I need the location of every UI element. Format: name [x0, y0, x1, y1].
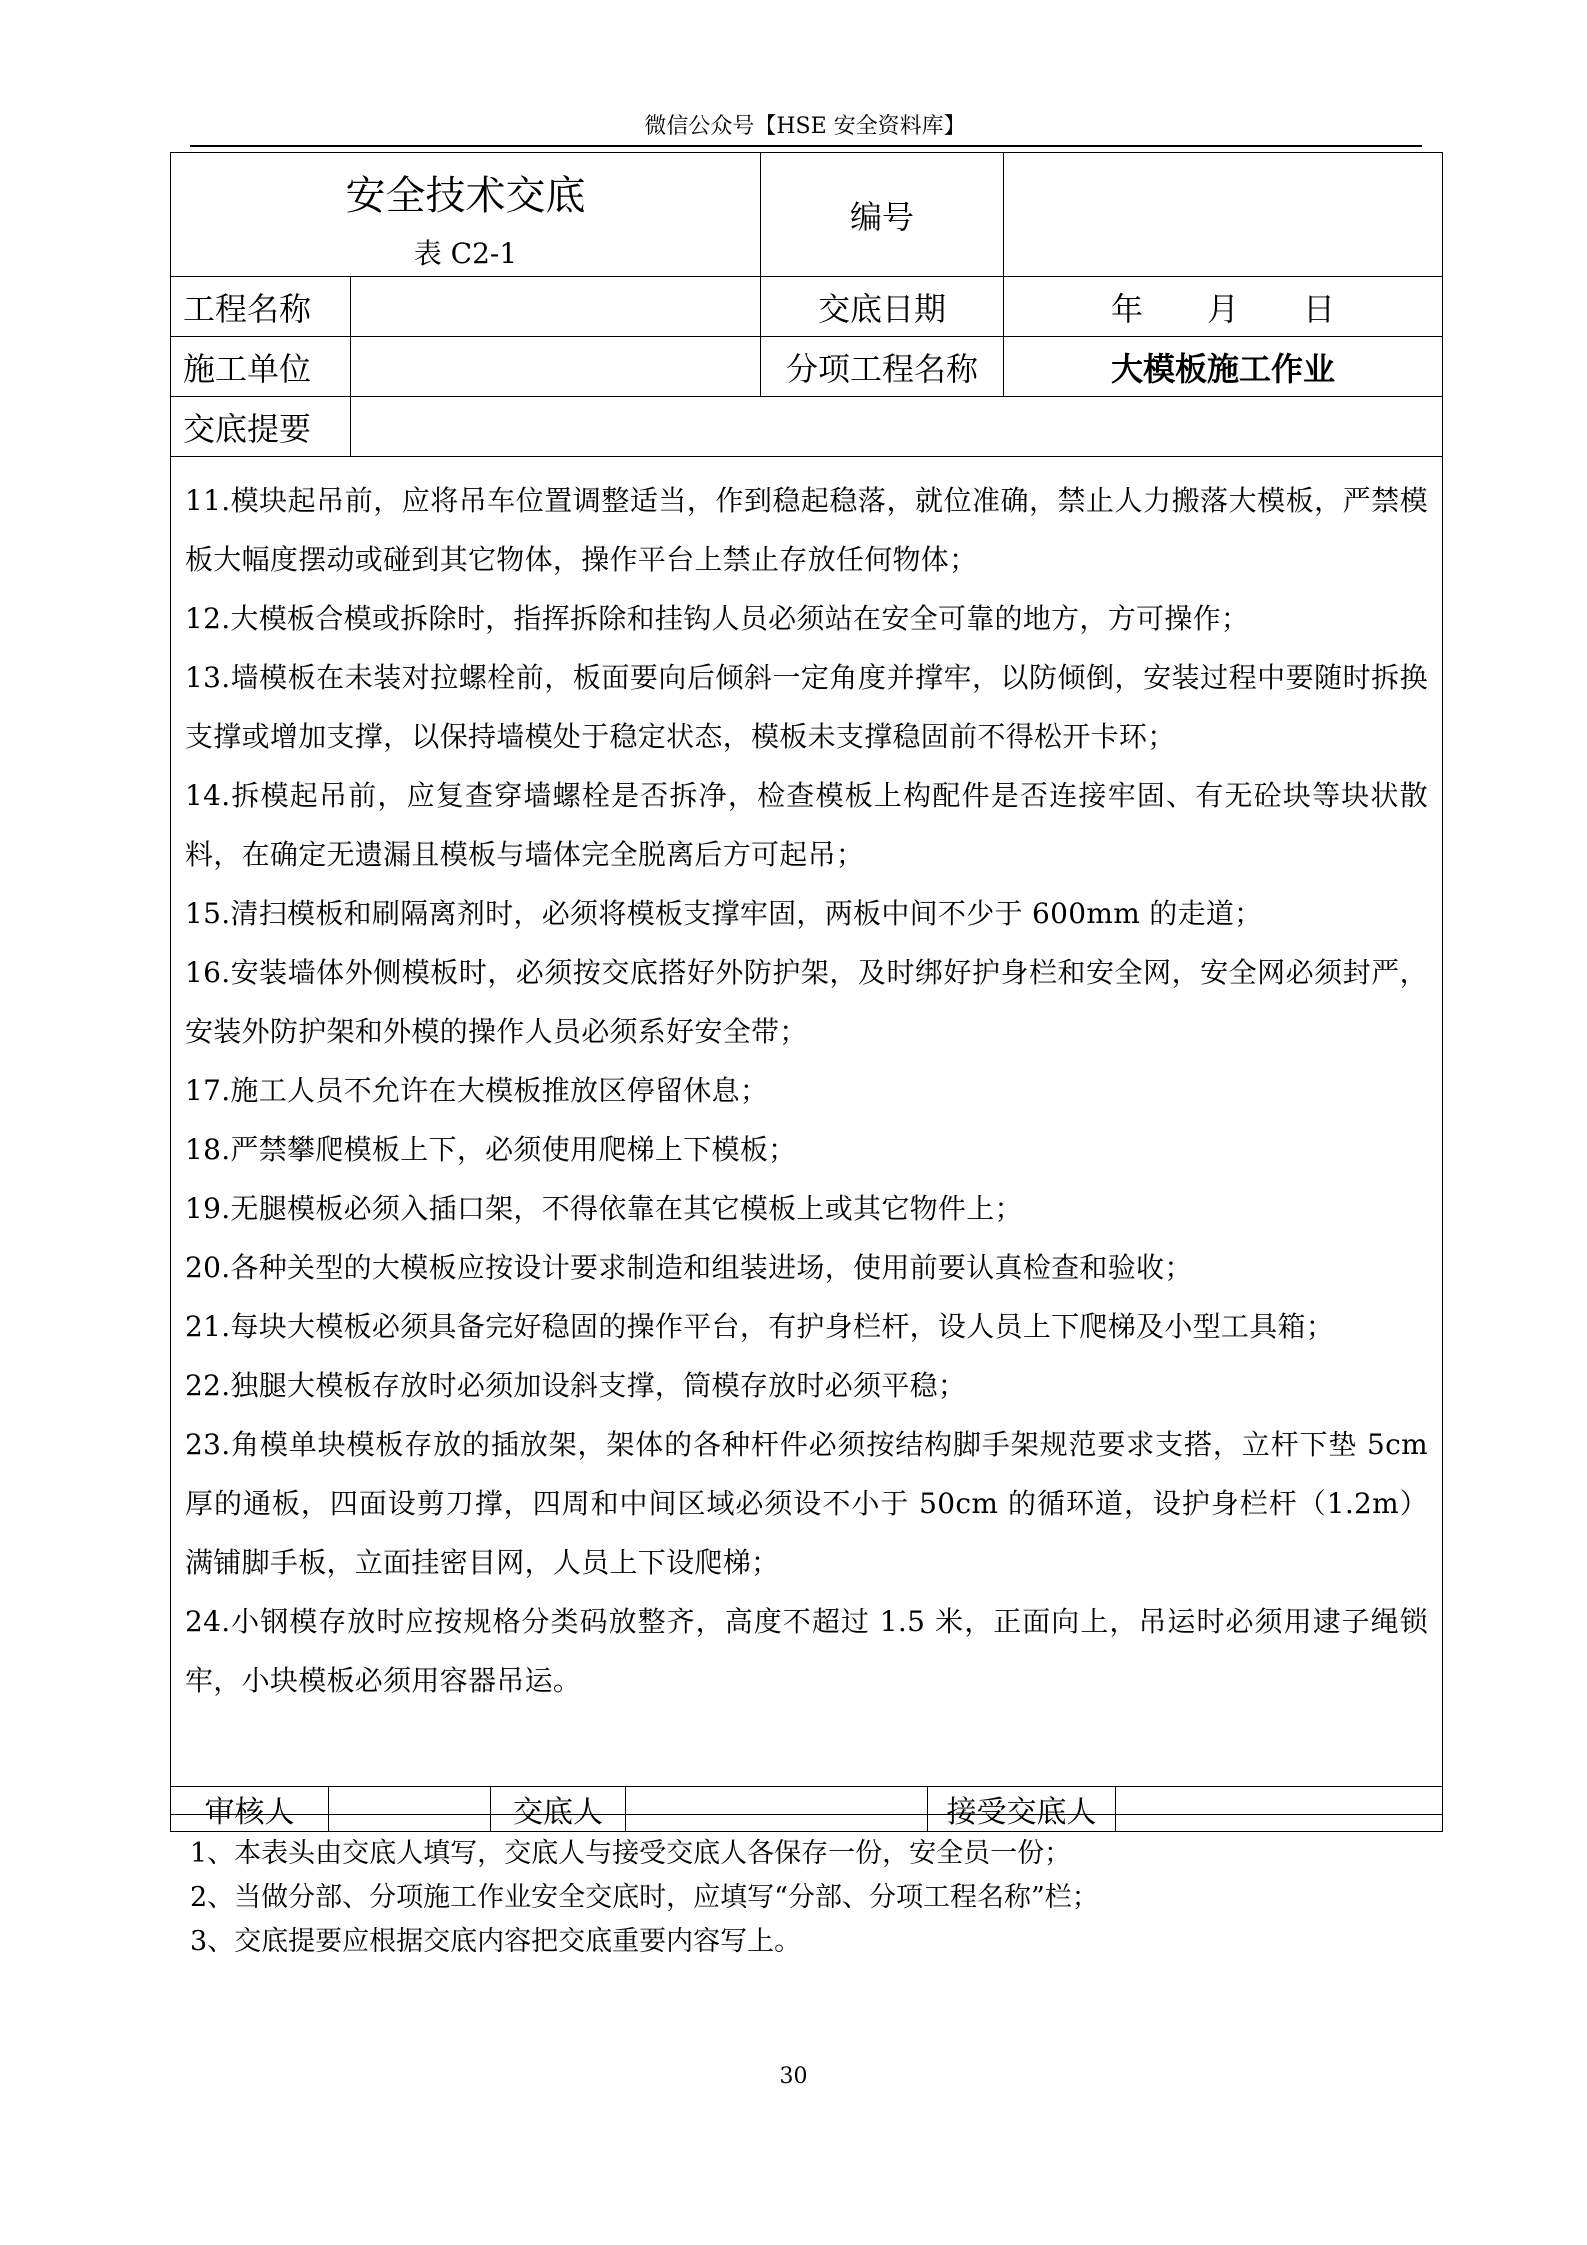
- content-item: 14.拆模起吊前，应复查穿墙螺栓是否拆净，检查模板上构配件是否连接牢固、有无砼块等块状散料，在确定无遗漏且模板与墙体完全脱离后方可起吊；: [185, 779, 1428, 871]
- form-table-code: 表 C2-1: [413, 236, 518, 270]
- reviewer-label: 审核人: [171, 1787, 329, 1832]
- disclosure-date-label: 交底日期: [761, 277, 1004, 337]
- receiver-label: 接受交底人: [928, 1787, 1116, 1832]
- note-item: 2、当做分部、分项施工作业安全交底时，应填写“分部、分项工程名称”栏；: [190, 1882, 1099, 1913]
- content-item: 13.墙模板在未装对拉螺栓前，板面要向后倾斜一定角度并撑牢，以防倾倒，安装过程中要随时拆换支撑或增加支撑，以保持墙模处于稳定状态，模板未支撑稳固前不得松开卡环；: [185, 661, 1428, 753]
- safety-disclosure-form: [170, 152, 1443, 1815]
- content-item: 16.安装墙体外侧模板时，必须按交底搭好外防护架，及时绑好护身栏和安全网，安全网必须封严，安装外防护架和外模的操作人员必须系好安全带；: [185, 956, 1428, 1048]
- page-header-source: 微信公众号【HSE 安全资料库】: [644, 114, 966, 139]
- subproject-name-value: 大模板施工作业: [1004, 337, 1443, 397]
- note-item: 1、本表头由交底人填写，交底人与接受交底人各保存一份，安全员一份；: [190, 1838, 1072, 1869]
- content-item: 15.清扫模板和刷隔离剂时，必须将模板支撑牢固，两板中间不少于 600mm 的走道；: [185, 897, 1263, 930]
- receiver-field[interactable]: [1116, 1787, 1443, 1832]
- project-name-field[interactable]: [351, 277, 761, 337]
- subproject-name-label: 分项工程名称: [761, 337, 1004, 397]
- number-label: 编号: [761, 153, 1004, 277]
- discloser-field[interactable]: [626, 1787, 928, 1832]
- content-item: 18.严禁攀爬模板上下，必须使用爬梯上下模板；: [185, 1133, 797, 1166]
- header-divider: [190, 145, 1422, 147]
- contractor-label: 施工单位: [171, 337, 351, 397]
- content-item: 23.角模单块模板存放的插放架，架体的各种杆件必须按结构脚手架规范要求支搭，立杆下垫 5cm 厚的通板，四面设剪刀撑，四周和中间区域必须设不小于 50cm 的循环道，设护身栏杆（1.2m）满铺脚手板，立面挂密目网，人员上下设爬梯；: [185, 1428, 1428, 1579]
- disclosure-content: [171, 457, 1443, 1815]
- content-item: 19.无腿模板必须入插口架，不得依靠在其它模板上或其它物件上；: [185, 1192, 1023, 1225]
- summary-field[interactable]: [351, 397, 1443, 457]
- content-item: 20.各种关型的大模板应按设计要求制造和组装进场，使用前要认真检查和验收；: [185, 1251, 1193, 1284]
- content-item: 11.模块起吊前，应将吊车位置调整适当，作到稳起稳落，就位准确，禁止人力搬落大模板，严禁模板大幅度摆动或碰到其它物体，操作平台上禁止存放任何物体；: [185, 484, 1428, 576]
- page-number: 30: [779, 2064, 808, 2089]
- content-item: 24.小钢模存放时应按规格分类码放整齐，高度不超过 1.5 米，正面向上，吊运时必须用逮子绳锁牢，小块模板必须用容器吊运。: [185, 1605, 1428, 1697]
- summary-label: 交底提要: [171, 397, 351, 457]
- note-item: 3、交底提要应根据交底内容把交底重要内容写上。: [190, 1926, 802, 1957]
- number-field[interactable]: [1004, 153, 1443, 277]
- signature-row: [170, 1786, 1443, 1832]
- content-item: 22.独腿大模板存放时必须加设斜支撑，筒模存放时必须平稳；: [185, 1369, 967, 1402]
- content-item: 12.大模板合模或拆除时，指挥拆除和挂钩人员必须站在安全可靠的地方，方可操作；: [185, 602, 1250, 635]
- form-notes: [190, 1832, 1430, 1964]
- contractor-field[interactable]: [351, 337, 761, 397]
- content-item: 17.施工人员不允许在大模板推放区停留休息；: [185, 1074, 769, 1107]
- form-title-cell: [171, 153, 761, 277]
- project-name-label: 工程名称: [171, 277, 351, 337]
- reviewer-field[interactable]: [329, 1787, 491, 1832]
- disclosure-date-field[interactable]: 年 月 日: [1004, 277, 1443, 337]
- discloser-label: 交底人: [491, 1787, 626, 1832]
- form-title: 安全技术交底: [345, 172, 586, 219]
- content-item: 21.每块大模板必须具备完好稳固的操作平台，有护身栏杆，设人员上下爬梯及小型工具箱；: [185, 1310, 1335, 1343]
